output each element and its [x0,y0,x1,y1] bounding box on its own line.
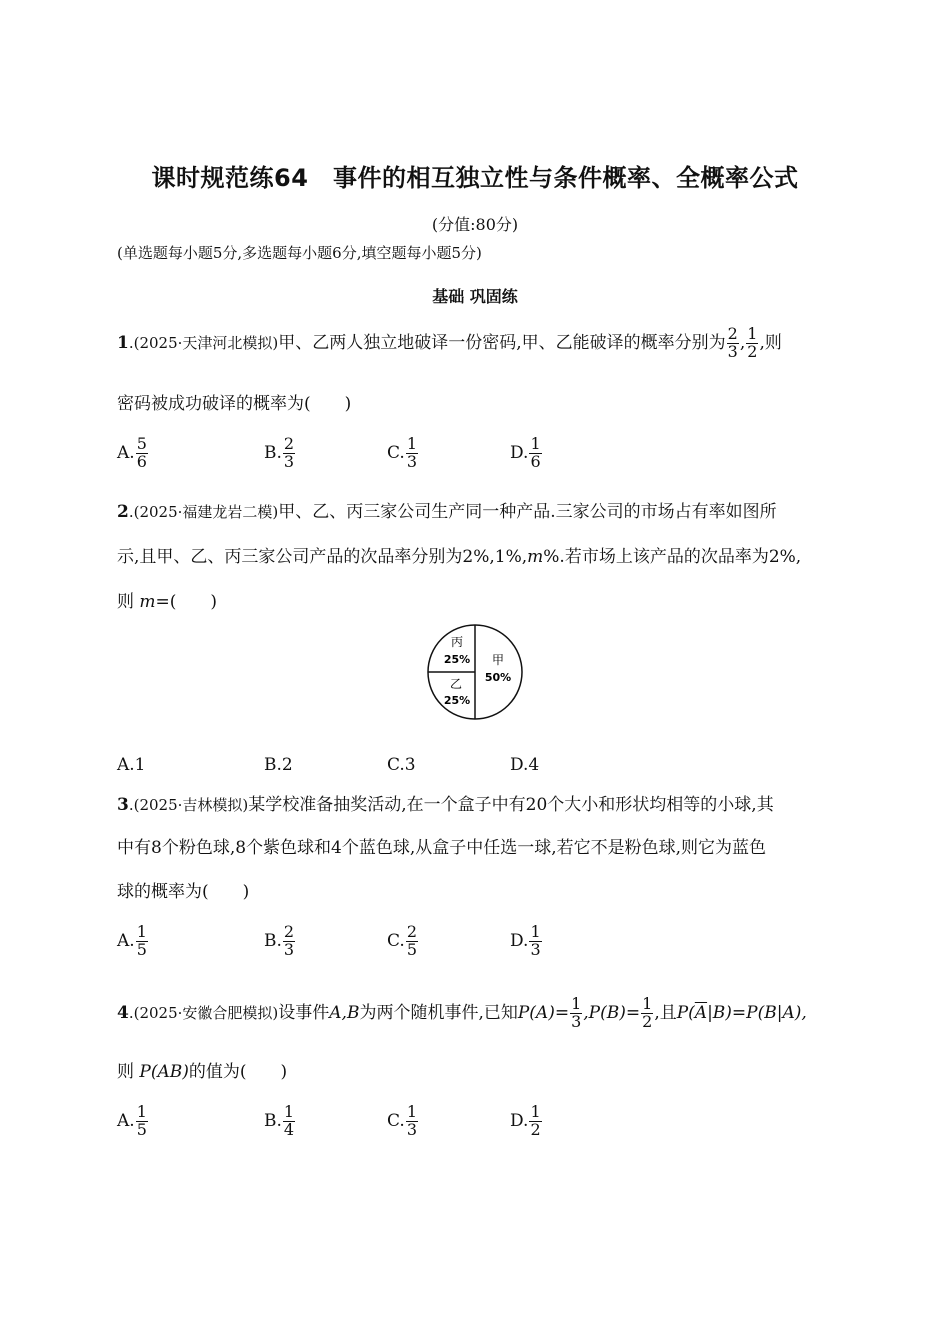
score-note: (分值:80分) [431,215,519,234]
q2-line3: 则 m=( ) [117,592,218,612]
q2-option-d[interactable]: D.4 [510,755,540,775]
pie-label-jia: 甲 [491,653,505,667]
section-heading: 基础 巩固练 [432,287,518,306]
q4-option-c[interactable]: C. $\frac{1}{3}$ [387,1102,417,1139]
q1-option-a[interactable]: A. $\frac{5}{6}$ [117,434,147,471]
q1-sep: , [739,332,746,353]
q1-fraction-1: $\frac{2}{3}$ [727,324,738,361]
q4-a-complement: $\overline{A}$ [694,1002,708,1023]
pie-value-jia: 50% [484,671,512,684]
market-share-pie-chart [425,622,525,722]
q1-option-b[interactable]: B. $\frac{2}{3}$ [264,434,295,471]
q4-option-b[interactable]: B. $\frac{1}{4}$ [264,1102,295,1139]
q4-fraction-pb: $\frac{1}{2}$ [642,994,653,1031]
q1-line1 [117,326,782,361]
q4-line1: 4.(2025·安徽合肥模拟)设事件A,B为两个随机事件,已知P(A)= $\frac{1}{3}$ ,P(B)= $\frac{1}{2}$ ,且$P(\overline{A}|B)=P(B|A)$, [117,994,807,1031]
q3-option-b[interactable]: B. $\frac{2}{3}$ [264,922,295,959]
scoring-rule: (单选题每小题5分,多选题每小题6分,填空题每小题5分) [117,244,482,262]
q3-option-d[interactable]: D. $\frac{1}{3}$ [510,922,541,959]
q1-option-c[interactable]: C. $\frac{1}{3}$ [387,434,417,471]
page-title: 课时规范练64 事件的相互独立性与条件概率、全概率公式 [151,164,799,192]
q2-option-a[interactable]: A.1 [117,755,146,775]
q3-option-a[interactable]: A. $\frac{1}{5}$ [117,922,147,959]
q1-option-d[interactable]: D. $\frac{1}{6}$ [510,434,541,471]
q1-number: 1 [117,332,129,353]
q3-option-c[interactable]: C. $\frac{2}{5}$ [387,922,417,959]
q2-option-b[interactable]: B.2 [264,755,293,775]
q3-line3: 球的概率为( ) [117,882,250,902]
q4-source: .(2025·安徽合肥模拟) [128,1003,279,1022]
q2-line2: 示,且甲、乙、丙三家公司产品的次品率分别为2%,1%,m%.若市场上该产品的次品率为2%, [117,547,802,567]
q4-fraction-pa: $\frac{1}{3}$ [571,994,582,1031]
q4-option-d[interactable]: D. $\frac{1}{2}$ [510,1102,541,1139]
pie-value-bing: 25% [443,653,471,666]
q1-text-a: 甲、乙两人独立地破译一份密码,甲、乙能破译的概率分别为 [278,332,726,353]
q4-number: 4 [117,1002,129,1023]
q2-text-1: 甲、乙、丙三家公司生产同一种产品.三家公司的市场占有率如图所 [278,502,777,522]
pie-label-bing: 丙 [450,635,464,649]
q2-option-c[interactable]: C.3 [387,755,416,775]
q3-number: 3 [117,795,129,815]
q3-source: .(2025·吉林模拟) [128,796,249,814]
q3-text-1: 某学校准备抽奖活动,在一个盒子中有20个大小和形状均相等的小球,其 [248,795,774,815]
q3-line2: 中有8个粉色球,8个紫色球和4个蓝色球,从盒子中任选一球,若它不是粉色球,则它为蓝色 [117,838,767,858]
q1-source: .(2025·天津河北模拟) [128,333,279,352]
q2-line1 [117,500,777,524]
q4-line2: 则 P(AB)的值为( ) [117,1062,288,1082]
q4-option-a[interactable]: A. $\frac{1}{5}$ [117,1102,147,1139]
q1-line2: 密码被成功破译的概率为( ) [117,394,352,414]
q3-line1 [117,793,774,817]
q1-fraction-2: $\frac{1}{2}$ [747,324,758,361]
q1-text-b: ,则 [759,332,782,353]
pie-value-yi: 25% [443,694,471,707]
q2-number: 2 [117,502,129,522]
pie-label-yi: 乙 [449,677,463,691]
q2-source: .(2025·福建龙岩二模) [128,503,279,521]
